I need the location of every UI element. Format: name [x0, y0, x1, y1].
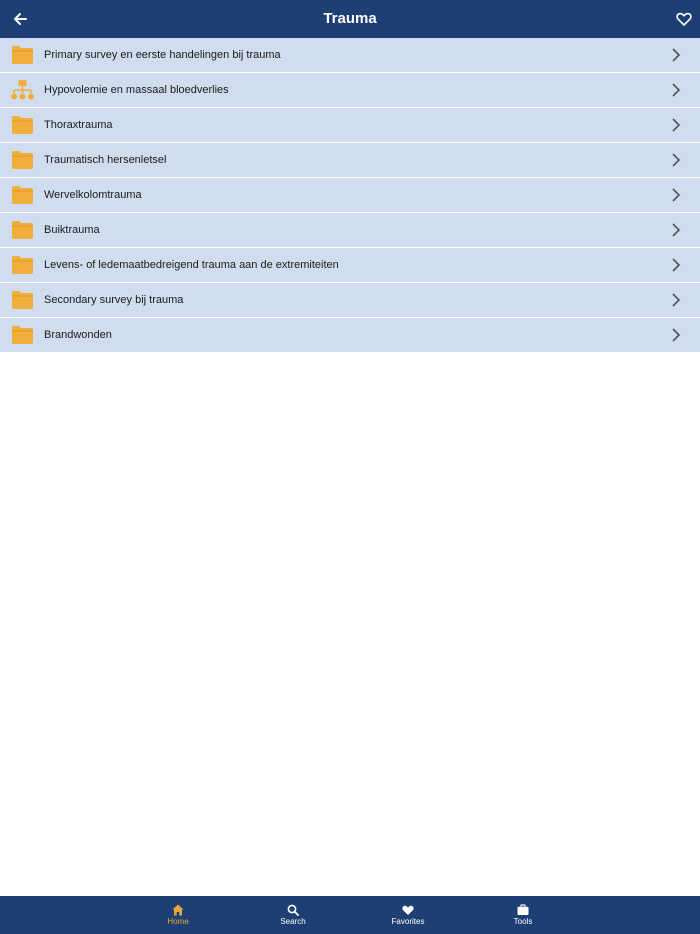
list-item[interactable] [0, 318, 700, 353]
chevron-right-icon [671, 118, 681, 132]
list-item[interactable] [0, 213, 700, 248]
list-item[interactable] [0, 143, 700, 178]
list-item[interactable] [0, 73, 700, 108]
chevron-right-icon [671, 153, 681, 167]
list-item-label: Hypovolemie en massaal bloedverlies [44, 84, 229, 96]
list-item[interactable] [0, 108, 700, 143]
list-item-label: Thoraxtrauma [44, 119, 113, 131]
bottom-tab-bar [0, 896, 700, 934]
tab-label: Favorites [391, 917, 425, 926]
tab-label: Search [280, 917, 306, 926]
chevron-right-icon [671, 48, 681, 62]
chevron-right-icon [671, 328, 681, 342]
chevron-right-icon [671, 83, 681, 97]
list-item-label: Buiktrauma [44, 224, 100, 236]
list-item-label: Secondary survey bij trauma [44, 294, 184, 306]
folder-icon [11, 220, 34, 240]
folder-icon [11, 45, 34, 65]
flowchart-icon [11, 80, 34, 100]
folder-icon [11, 185, 34, 205]
home-icon [172, 904, 184, 916]
folder-icon [11, 150, 34, 170]
list-item[interactable] [0, 283, 700, 318]
heart-icon [402, 904, 414, 916]
tab-home[interactable] [148, 896, 208, 934]
topic-list [0, 38, 700, 353]
chevron-right-icon [671, 258, 681, 272]
list-item[interactable] [0, 38, 700, 73]
tab-tools[interactable] [493, 896, 553, 934]
tab-label: Tools [513, 917, 533, 926]
tab-label: Home [167, 917, 189, 926]
folder-icon [11, 115, 34, 135]
chevron-right-icon [671, 188, 681, 202]
briefcase-icon [517, 904, 529, 916]
list-item-label: Levens- of ledemaatbedreigend trauma aan de extremiteiten [44, 259, 339, 271]
folder-icon [11, 255, 34, 275]
list-item[interactable] [0, 248, 700, 283]
list-item-label: Traumatisch hersenletsel [44, 154, 167, 166]
heart-outline-icon[interactable] [676, 11, 692, 27]
folder-icon [11, 290, 34, 310]
top-bar [0, 0, 700, 38]
tab-search[interactable] [263, 896, 323, 934]
tab-favorites[interactable] [378, 896, 438, 934]
folder-icon [11, 325, 34, 345]
search-icon [287, 904, 299, 916]
chevron-right-icon [671, 223, 681, 237]
list-item-label: Wervelkolomtrauma [44, 189, 142, 201]
list-item-label: Primary survey en eerste handelingen bij trauma [44, 49, 281, 61]
list-item[interactable] [0, 178, 700, 213]
chevron-right-icon [671, 293, 681, 307]
list-item-label: Brandwonden [44, 329, 112, 341]
page-title: Trauma [323, 10, 377, 27]
